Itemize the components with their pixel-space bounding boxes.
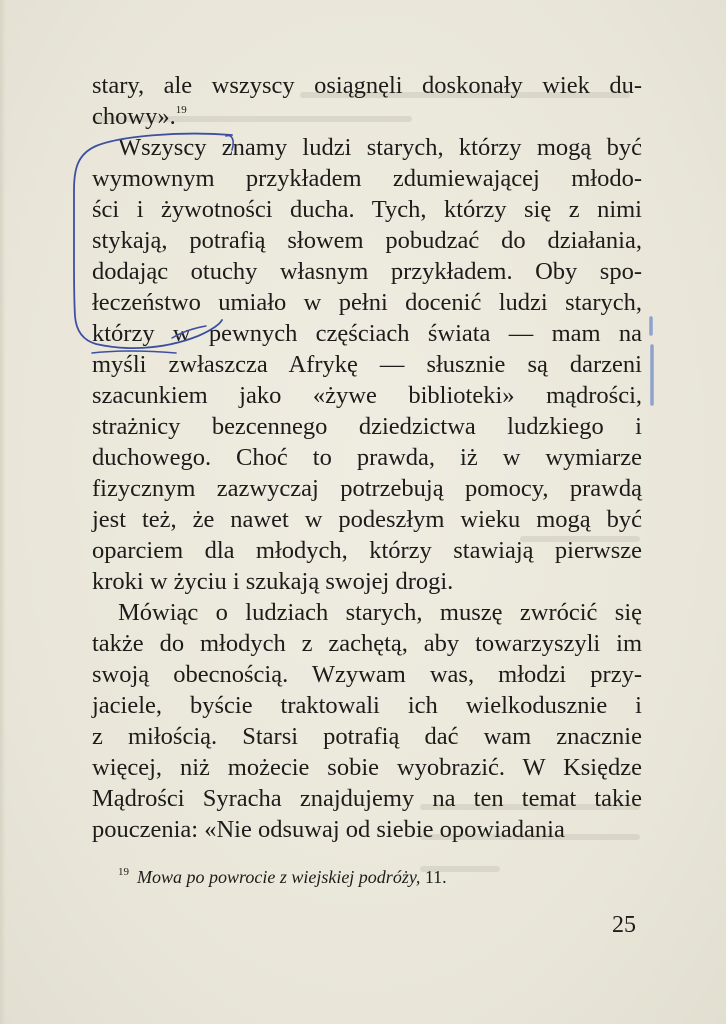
text-line: szacunkiem jako «żywe biblioteki» mądrości, xyxy=(92,382,642,409)
paragraph-elders xyxy=(92,132,642,597)
text-line: duchowego. Choć to prawda, iż w wymiarze xyxy=(92,444,642,471)
text-line: fizycznym zazwyczaj potrzebują pomocy, prawdą xyxy=(92,475,642,502)
text-line: Mądrości Syracha znajdujemy na ten temat takie xyxy=(92,785,642,812)
text-line: wymownym przykładem zdumiewającej młodo- xyxy=(92,165,642,192)
text-line xyxy=(92,101,642,132)
text-line: kroki w życiu i szukają swojej drogi. xyxy=(92,568,454,595)
text-line: myśli zwłaszcza Afrykę — słusznie są darzeni xyxy=(92,351,642,378)
text-line: stary, ale wszyscy osiągnęli doskonały wiek du- xyxy=(92,72,642,99)
text-line: pouczenia: «Nie odsuwaj od siebie opowiadania xyxy=(92,816,565,843)
text-line: Mówiąc o ludziach starych, muszę zwrócić się xyxy=(118,599,642,626)
text-line-fragment: chowy». xyxy=(92,103,176,130)
footnote xyxy=(118,860,447,889)
text-line: łeczeństwo umiało w pełni docenić ludzi starych, xyxy=(92,289,642,316)
text-line: swoją obecnością. Wzywam was, młodzi przy- xyxy=(92,661,642,688)
paragraph-continued xyxy=(92,70,642,132)
text-line: Wszyscy znamy ludzi starych, którzy mogą być xyxy=(118,134,642,161)
page-number: 25 xyxy=(612,912,636,938)
footnote-title: Mowa po powrocie z wiejskiej podróży, xyxy=(137,867,421,887)
text-line: więcej, niż możecie sobie wyobrazić. W Księdze xyxy=(92,754,642,781)
text-line: dodając otuchy własnym przykładem. Oby spo- xyxy=(92,258,642,285)
footnote-marker: 19 xyxy=(175,104,187,116)
page-edge-shadow xyxy=(0,0,6,1024)
text-line: ści i żywotności ducha. Tych, którzy się z nimi xyxy=(92,196,642,223)
margin-mark-stroke xyxy=(651,318,652,404)
text-line: jest też, że nawet w podeszłym wieku mogą być xyxy=(92,506,642,533)
body-text xyxy=(92,70,642,845)
text-line: którzy w pewnych częściach świata — mam na xyxy=(92,320,642,347)
text-line: z miłością. Starsi potrafią dać wam znacznie xyxy=(92,723,642,750)
footnote-number: 19 xyxy=(118,866,129,878)
text-line: jaciele, byście traktowali ich wielkodusznie i xyxy=(92,692,642,719)
footnote-reference: 11. xyxy=(424,867,447,887)
text-line: także do młodych z zachętą, aby towarzyszyli im xyxy=(92,630,642,657)
text-line: oparciem dla młodych, którzy stawiają pierwsze xyxy=(92,537,642,564)
text-line: stykają, potrafią słowem pobudzać do działania, xyxy=(92,227,642,254)
paragraph-youth xyxy=(92,597,642,845)
text-line: strażnicy bezcennego dziedzictwa ludzkiego i xyxy=(92,413,642,440)
